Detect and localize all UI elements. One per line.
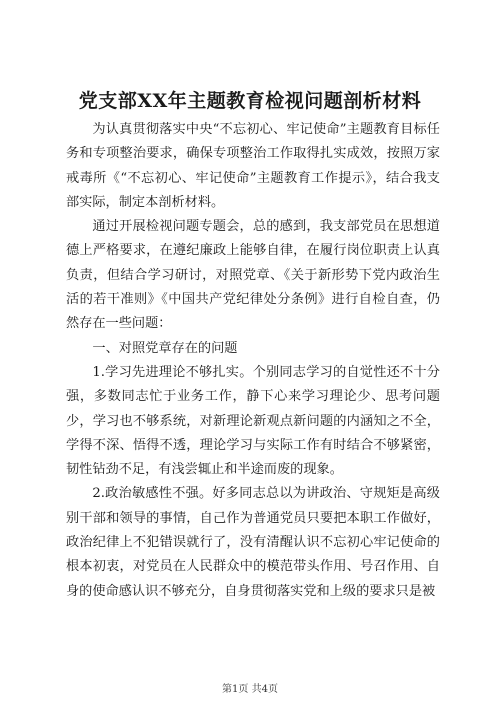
page-footer: 第1页 共4页 bbox=[222, 684, 278, 695]
intro-paragraph: 为认真贯彻落实中央“不忘初心、牢记使命”主题教育目标任务和专项整治要求，确保专项整治工作取得扎实成效，按照万家戒毒所《“不忘初心、牢记使命”主题教育工作提示》，结合我支部实际，制定本剖析材料。 bbox=[66, 122, 440, 210]
section-heading: 一、对照党章存在的问题 bbox=[92, 340, 238, 356]
issue-paragraph-1: 1.学习先进理论不够扎实。个别同志学习的自觉性还不十分强，多数同志忙于业务工作，静下心来学习理论少、思考问题少，学习也不够系统，对新理论新观点新问题的内涵知之不全，学得不深、悟得不透，理论学习与实际工作有时结合不够紧密，韧性钻劲不足，有浅尝辄止和半途而废的现象。 bbox=[66, 364, 440, 478]
document-title: 党支部XX年主题教育检视问题剖析材料 bbox=[78, 90, 422, 112]
issue-paragraph-2: 2.政治敏感性不强。好多同志总以为讲政治、守规矩是高级别干部和领导的事情，自己作为普通党员只要把本职工作做好，政治纪律上不犯错误就行了，没有清醒认识不忘初心牢记使命的根本初衷，对党员在人民群众中的模范带头作用、号召作用、自身的使命感认识不够充分，自身贯彻落实党和上级的要求只是被 bbox=[66, 486, 440, 599]
overview-paragraph: 通过开展检视问题专题会，总的感到，我支部党员在思想道德上严格要求，在遵纪廉政上能够自律，在履行岗位职责上认真负责，但结合学习研讨，对照党章、《关于新形势下党内政治生活的若干准则》《中国共产党纪律处分条例》进行自检自查，仍然存在一些问题： bbox=[66, 219, 440, 332]
document-body bbox=[66, 118, 440, 604]
